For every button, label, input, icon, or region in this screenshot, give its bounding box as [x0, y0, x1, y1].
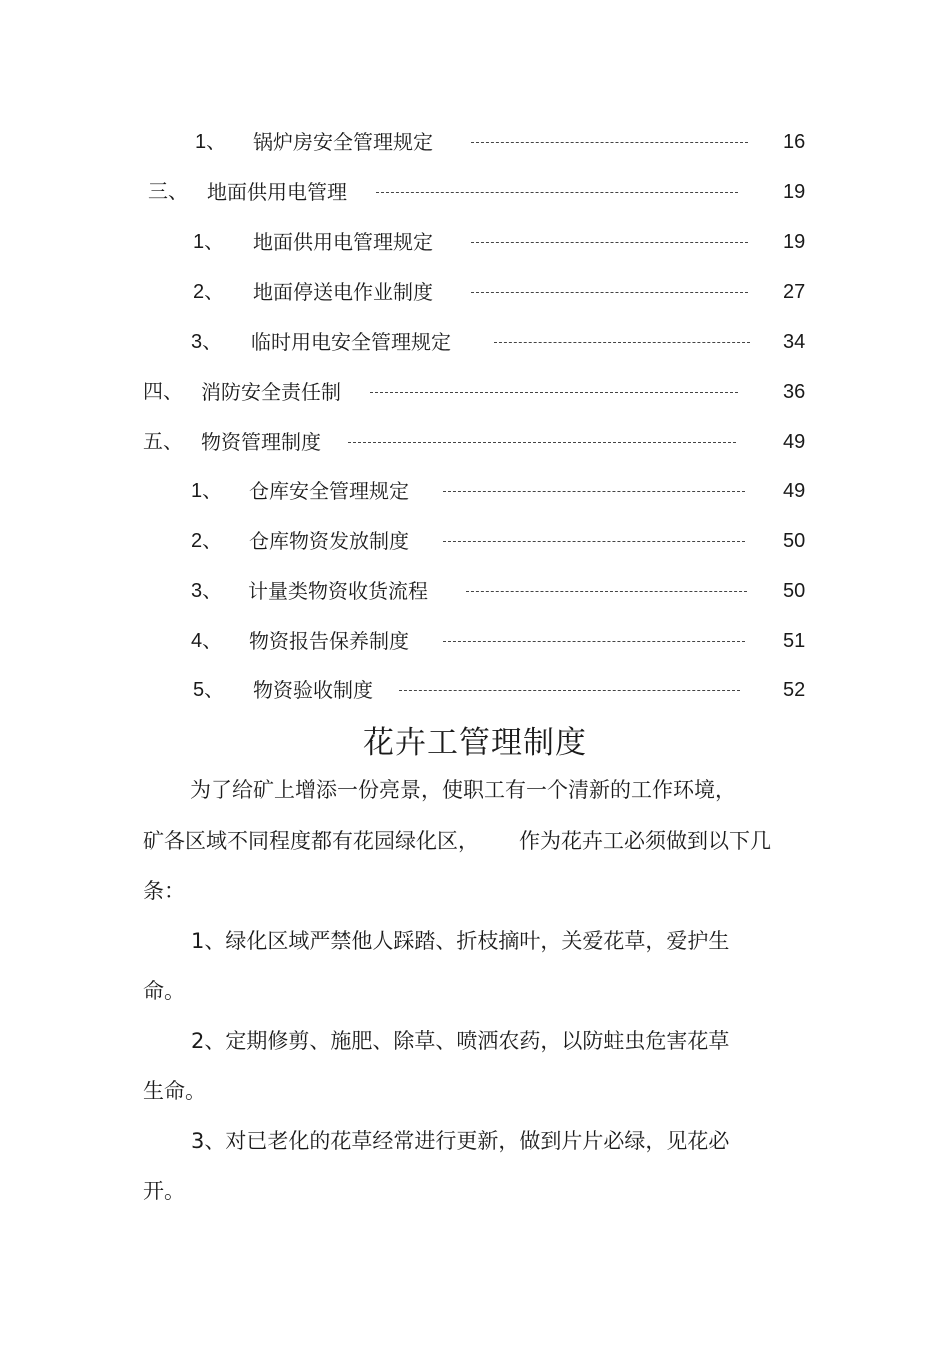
toc-entry[interactable] — [0, 127, 950, 157]
toc-entry-page: 19 — [783, 231, 806, 253]
paragraph-line: 命。 — [143, 979, 185, 1003]
toc-entry[interactable] — [0, 277, 950, 307]
toc-entry-title: 物资报告保养制度 — [249, 629, 409, 653]
toc-entry-page: 19 — [783, 181, 806, 203]
toc-entry-page: 51 — [783, 630, 806, 652]
toc-entry-title: 仓库物资发放制度 — [249, 529, 409, 553]
toc-entry-number: 3、 — [191, 331, 223, 353]
toc-entry-number: 5、 — [193, 679, 225, 701]
toc-entry[interactable] — [0, 177, 950, 207]
toc-entry[interactable] — [0, 427, 950, 457]
paragraph-line: 3、对已老化的花草经常进行更新，做到片片必绿，见花必 — [191, 1129, 730, 1153]
toc-leader-dots — [471, 292, 748, 293]
toc-entry-number: 四、 — [143, 381, 183, 403]
toc-leader-dots — [399, 690, 740, 691]
toc-entry-number: 1、 — [191, 480, 223, 502]
toc-entry-title: 物资验收制度 — [253, 678, 373, 702]
section-title: 花卉工管理制度 — [363, 725, 587, 761]
toc-leader-dots — [348, 442, 736, 443]
toc-entry-title: 地面供用电管理规定 — [253, 230, 433, 254]
toc-leader-dots — [443, 491, 745, 492]
toc-entry[interactable] — [0, 327, 950, 357]
toc-leader-dots — [376, 192, 738, 193]
toc-entry-page: 49 — [783, 480, 806, 502]
toc-entry-title: 地面供用电管理 — [207, 180, 347, 204]
toc-entry-title: 消防安全责任制 — [201, 380, 341, 404]
toc-entry-title: 临时用电安全管理规定 — [251, 330, 451, 354]
toc-entry-number: 三、 — [148, 181, 188, 203]
toc-leader-dots — [370, 392, 738, 393]
toc-leader-dots — [471, 242, 748, 243]
toc-entry-title: 仓库安全管理规定 — [249, 479, 409, 503]
toc-leader-dots — [466, 591, 747, 592]
paragraph-line: 2、定期修剪、施肥、除草、喷洒农药，以防蛀虫危害花草 — [191, 1029, 730, 1053]
toc-entry-title: 地面停送电作业制度 — [253, 280, 433, 304]
toc-entry[interactable] — [0, 227, 950, 257]
toc-entry-page: 50 — [783, 580, 806, 602]
paragraph-line: 作为花卉工必须做到以下几 — [519, 829, 771, 853]
paragraph-line: 生命。 — [143, 1079, 206, 1103]
toc-entry-number: 3、 — [191, 580, 223, 602]
toc-leader-dots — [471, 142, 748, 143]
toc-entry[interactable] — [0, 675, 950, 705]
toc-entry-number: 1、 — [193, 231, 225, 253]
toc-entry[interactable] — [0, 576, 950, 606]
toc-entry-page: 52 — [783, 679, 806, 701]
toc-entry-page: 50 — [783, 530, 806, 552]
paragraph-line: 1、绿化区域严禁他人踩踏、折枝摘叶，关爱花草，爱护生 — [191, 929, 730, 953]
toc-entry-page: 27 — [783, 281, 806, 303]
toc-entry-title: 计量类物资收货流程 — [248, 579, 428, 603]
toc-entry-page: 36 — [783, 381, 806, 403]
paragraph-line: 开。 — [143, 1179, 185, 1203]
toc-leader-dots — [494, 342, 750, 343]
toc-entry-page: 34 — [783, 331, 806, 353]
toc-entry-number: 2、 — [191, 530, 223, 552]
toc-entry-page: 49 — [783, 431, 806, 453]
paragraph-line: 为了给矿上增添一份亮景，使职工有一个清新的工作环境， — [190, 778, 736, 802]
toc-entry-number: 五、 — [143, 431, 183, 453]
toc-entry-title: 锅炉房安全管理规定 — [253, 130, 433, 154]
toc-entry-page: 16 — [783, 131, 806, 153]
toc-entry-number: 2、 — [193, 281, 225, 303]
toc-entry-number: 4、 — [191, 630, 223, 652]
toc-entry[interactable] — [0, 476, 950, 506]
paragraph-line: 矿各区域不同程度都有花园绿化区， — [143, 829, 479, 853]
toc-entry[interactable] — [0, 526, 950, 556]
toc-entry[interactable] — [0, 377, 950, 407]
toc-leader-dots — [443, 541, 745, 542]
toc-entry[interactable] — [0, 626, 950, 656]
toc-leader-dots — [443, 641, 745, 642]
toc-entry-title: 物资管理制度 — [201, 430, 321, 454]
paragraph-line: 条： — [143, 879, 185, 903]
toc-entry-number: 1、 — [195, 131, 227, 153]
